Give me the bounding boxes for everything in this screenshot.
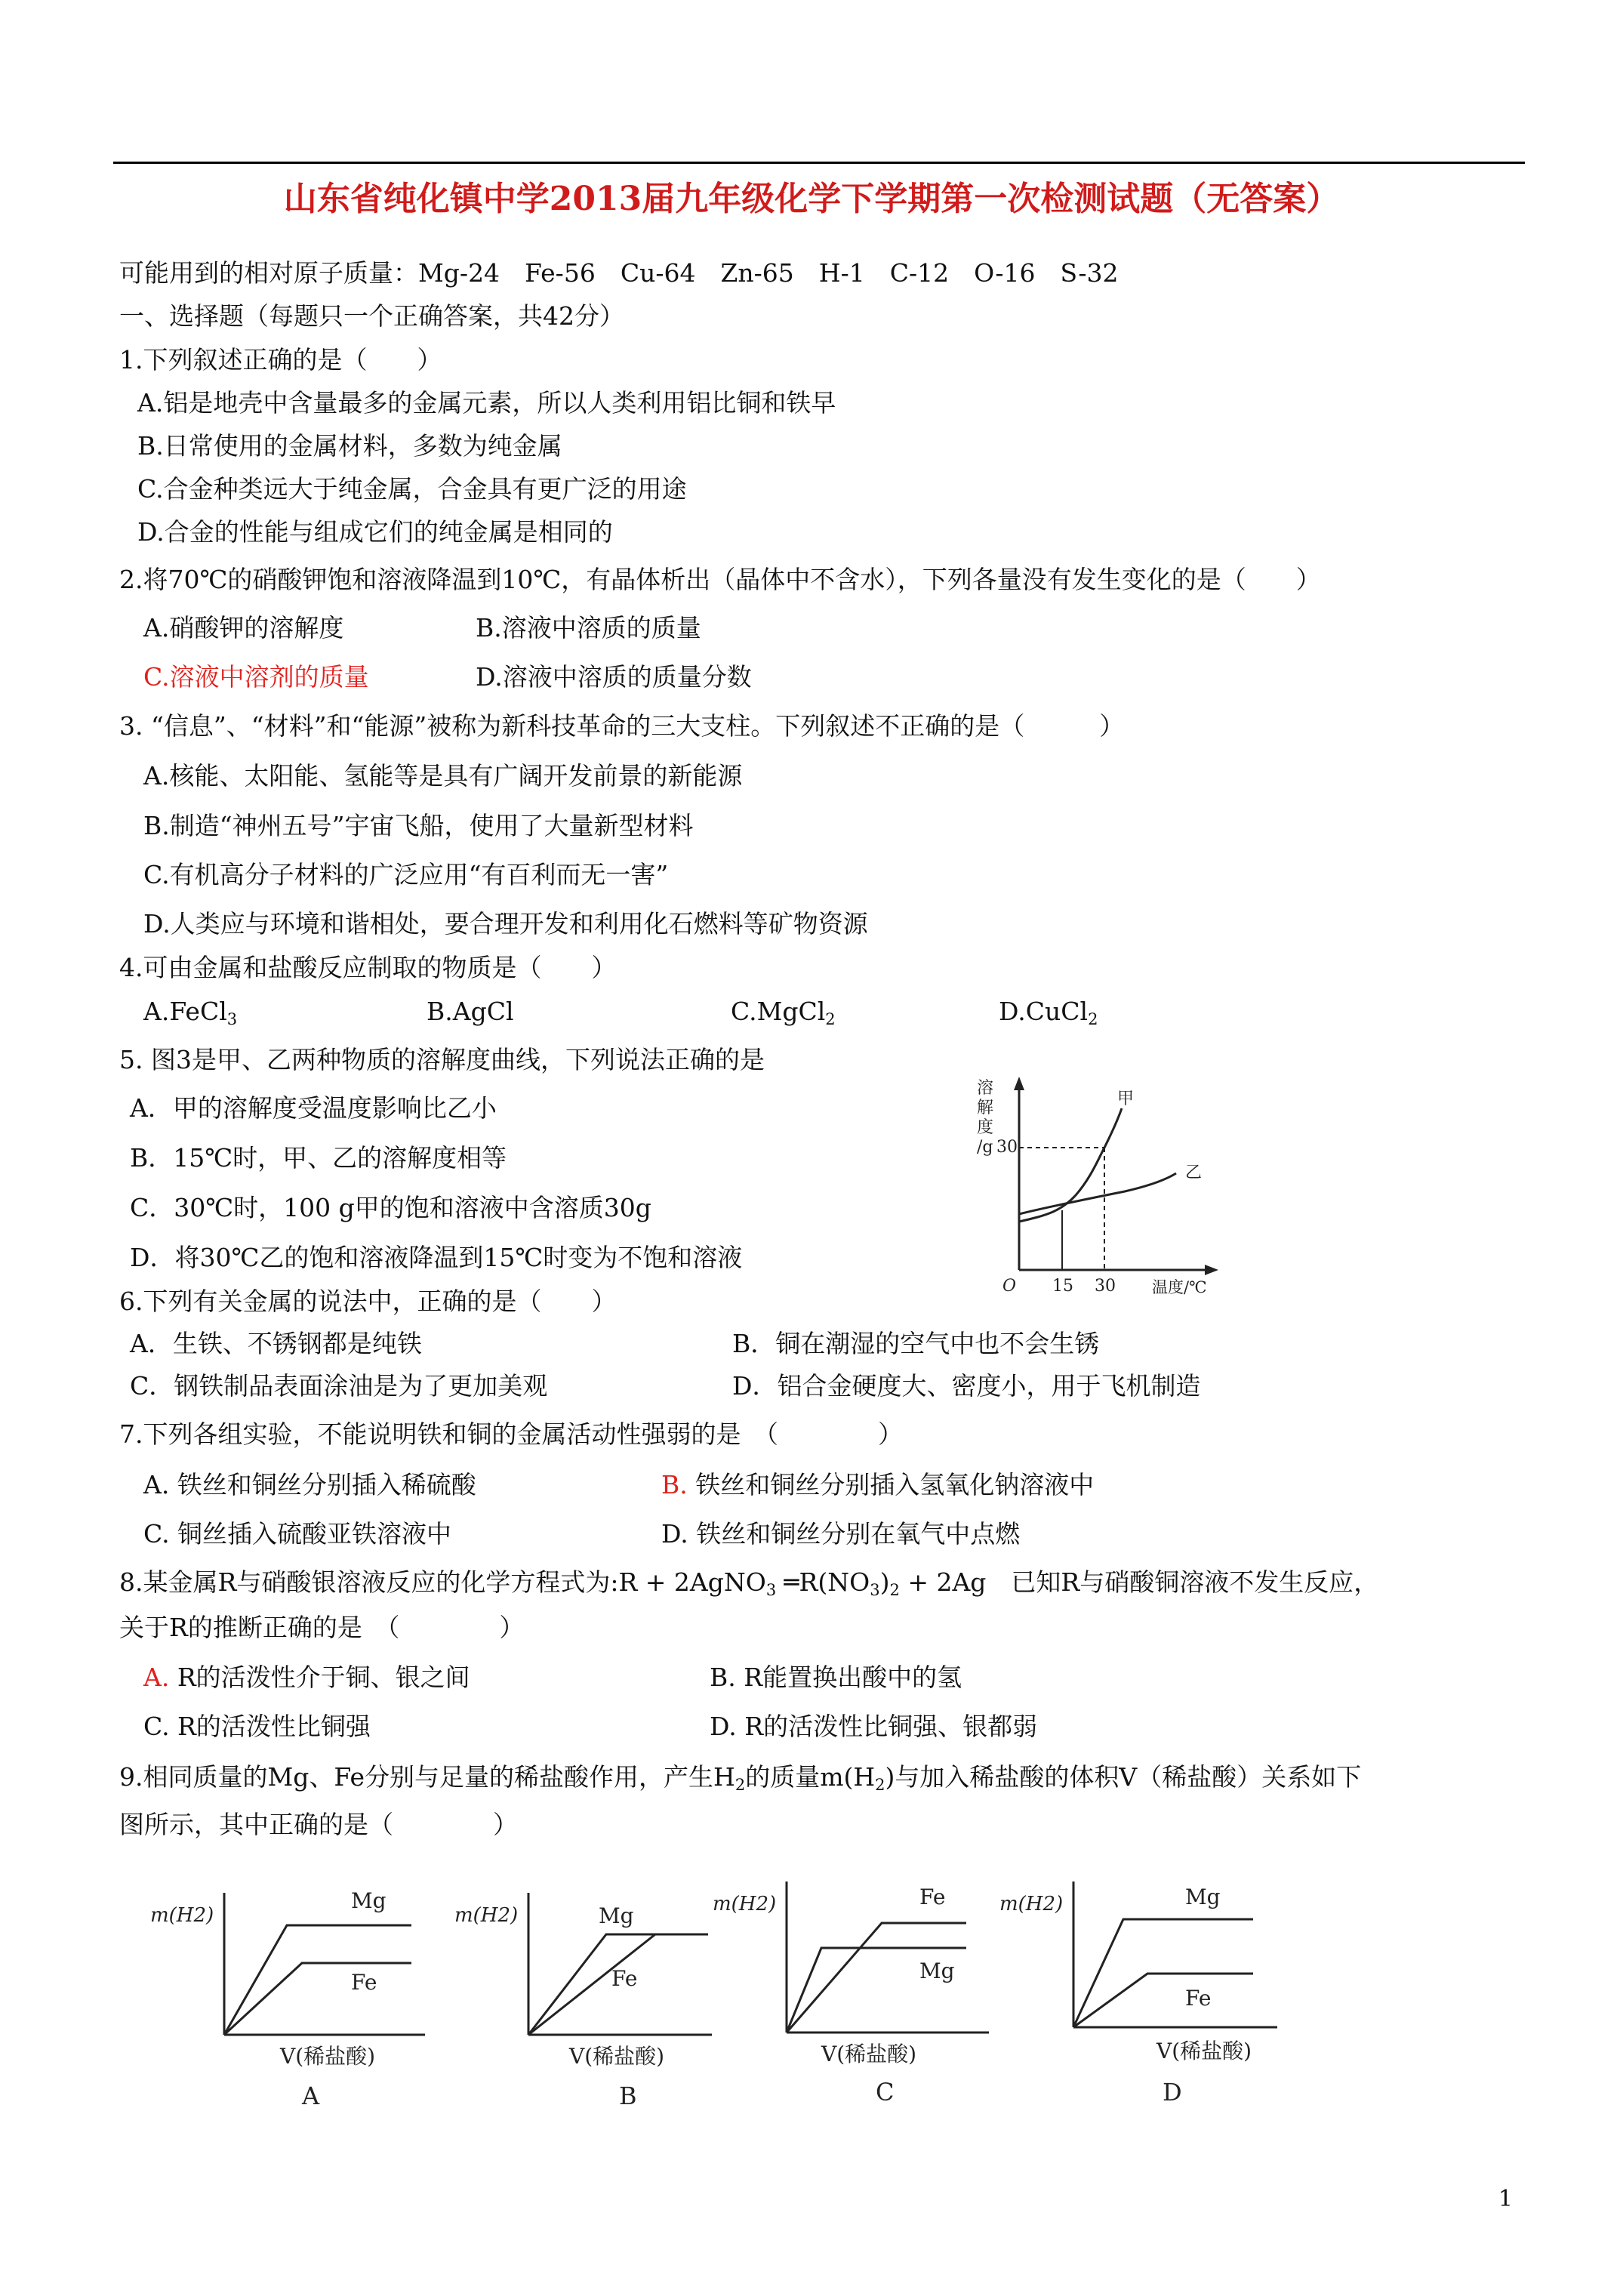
q1-stem: 1.下列叙述正确的是（ ） — [119, 345, 442, 374]
q5-option-c: C．30℃时，100 g甲的饱和溶液中含溶质30g — [130, 1193, 651, 1222]
graph-ylabel-unit: /g — [977, 1138, 993, 1157]
graph-a-top-label: Mg — [351, 1888, 387, 1913]
q8-option-c: C. R的活泼性比铜强 — [143, 1712, 371, 1741]
q3-option-b: B.制造“神州五号”宇宙飞船，使用了大量新型材料 — [143, 811, 694, 840]
q9-graph-d — [996, 1865, 1298, 2114]
q9-stem-line2: 图所示，其中正确的是（ ） — [119, 1810, 518, 1839]
graph-ylabel-1: 溶 — [977, 1079, 994, 1098]
header-rule — [113, 162, 1525, 164]
graph-c-xlabel: V(稀盐酸) — [821, 2042, 917, 2066]
q1-option-c: C.合金种类远大于纯金属，合金具有更广泛的用途 — [137, 474, 687, 504]
page-number: 1 — [1498, 2186, 1513, 2212]
q4-stem: 4.可由金属和盐酸反应制取的物质是（ ） — [119, 953, 617, 982]
graph-origin: O — [1002, 1277, 1017, 1295]
graph-a-ylabel: m(H2) — [150, 1904, 214, 1927]
q4-option-a: A.FeCl$_3$ — [143, 997, 238, 1028]
q6-option-d: D．铝合金硬度大、密度小，用于飞机制造 — [732, 1371, 1201, 1401]
q2-option-b: B.溶液中溶质的质量 — [476, 613, 701, 643]
graph-d-letter: D — [1163, 2078, 1182, 2106]
solubility-graph — [974, 1072, 1261, 1295]
graph-label-yi: 乙 — [1185, 1163, 1203, 1182]
q1-option-a: A.铝是地壳中含量最多的金属元素，所以人类利用铝比铜和铁早 — [137, 388, 836, 418]
q9-graph-c — [710, 1865, 996, 2114]
graph-xlabel: 温度/℃ — [1152, 1278, 1207, 1295]
q3-option-a: A.核能、太阳能、氢能等是具有广阔开发前景的新能源 — [143, 761, 743, 791]
graph-d-ylabel: m(H2) — [999, 1893, 1064, 1915]
q5-option-a: A．甲的溶解度受温度影响比乙小 — [130, 1093, 497, 1123]
q7-option-c: C. 铜丝插入硫酸亚铁溶液中 — [143, 1519, 452, 1549]
graph-a-xlabel: V(稀盐酸) — [280, 2044, 376, 2069]
graph-b-bottom-label: Fe — [611, 1966, 638, 1991]
q8-stem: 8.某金属R与硝酸银溶液反应的化学方程式为:R + 2AgNO$_3$ $═R(NO_3)_2 + 2Ag$ 已知R与硝酸铜溶液不发生反应， — [119, 1567, 1379, 1599]
q5-option-d: D．将30℃乙的饱和溶液降温到15℃时变为不饱和溶液 — [130, 1243, 743, 1272]
graph-x-tick-30: 30 — [1095, 1277, 1116, 1295]
graph-c-top-label: Fe — [919, 1885, 946, 1909]
q2-option-a: A.硝酸钾的溶解度 — [143, 613, 344, 643]
q7-option-b: B. 铁丝和铜丝分别插入氢氧化钠溶液中 — [661, 1470, 1095, 1499]
section-heading: 一、选择题（每题只一个正确答案，共42分） — [119, 301, 624, 331]
graph-b-ylabel: m(H2) — [454, 1904, 519, 1927]
q1-option-b: B.日常使用的金属材料，多数为纯金属 — [137, 431, 562, 461]
graph-a-letter: A — [302, 2082, 320, 2110]
q3-option-d: D.人类应与环境和谐相处，要合理开发和利用化石燃料等矿物资源 — [143, 909, 868, 938]
q5-option-b: B．15℃时，甲、乙的溶解度相等 — [130, 1143, 507, 1173]
graph-c-letter: C — [876, 2078, 895, 2106]
q7-option-d: D. 铁丝和铜丝分别在氧气中点燃 — [661, 1519, 1021, 1549]
graph-label-jia: 甲 — [1117, 1089, 1135, 1108]
graph-ylabel-2: 解 — [977, 1099, 994, 1117]
q6-option-a: A．生铁、不锈钢都是纯铁 — [130, 1329, 422, 1358]
q3-stem: 3. “信息”、“材料”和“能源”被称为新科技革命的三大支柱。下列叙述不正确的是（ ） — [119, 711, 1125, 741]
graph-y-tick-30: 30 — [996, 1138, 1018, 1157]
graph-d-top-label: Mg — [1185, 1885, 1221, 1909]
q4-option-c: C.MgCl$_2$ — [731, 997, 836, 1028]
q6-option-c: C．钢铁制品表面涂油是为了更加美观 — [130, 1371, 548, 1401]
graph-b-letter: B — [619, 2082, 637, 2110]
graph-c-ylabel: m(H2) — [713, 1893, 777, 1915]
q8-stem-line2: 关于R的推断正确的是 （ ） — [119, 1613, 525, 1642]
graph-b-xlabel: V(稀盐酸) — [569, 2044, 665, 2069]
q2-option-d: D.溶液中溶质的质量分数 — [476, 662, 752, 692]
q3-option-c: C.有机高分子材料的广泛应用“有百利而无一害” — [143, 860, 669, 889]
q5-stem: 5. 图3是甲、乙两种物质的溶解度曲线，下列说法正确的是 — [119, 1045, 765, 1074]
q9-graph-a — [147, 1876, 434, 2118]
q7-stem: 7.下列各组实验，不能说明铁和铜的金属活动性强弱的是 （ ） — [119, 1419, 903, 1449]
graph-c-bottom-label: Mg — [919, 1959, 955, 1983]
q9-graph-b — [451, 1876, 723, 2118]
q4-option-b: B.AgCl — [427, 997, 514, 1026]
page-title: 山东省纯化镇中学2013届九年级化学下学期第一次检测试题（无答案） — [283, 180, 1340, 218]
graph-x-tick-15: 15 — [1052, 1277, 1073, 1295]
q7-option-a: A. 铁丝和铜丝分别插入稀硫酸 — [143, 1470, 476, 1499]
q4-option-d: D.CuCl$_2$ — [999, 997, 1098, 1028]
q8-option-d: D. R的活泼性比铜强、银都弱 — [710, 1712, 1038, 1741]
graph-d-bottom-label: Fe — [1185, 1986, 1212, 2011]
q8-marked-letter: A. — [143, 1663, 170, 1692]
graph-ylabel-3: 度 — [977, 1118, 994, 1137]
q7-marked-letter: B. — [661, 1470, 688, 1499]
q8-option-b: B. R能置换出酸中的氢 — [710, 1663, 962, 1692]
q8-option-a: A. R的活泼性介于铜、银之间 — [143, 1663, 470, 1692]
q6-option-b: B．铜在潮湿的空气中也不会生锈 — [732, 1329, 1100, 1358]
q9-stem: 9.相同质量的Mg、Fe分别与足量的稀盐酸作用，产生$H_2$的质量$m(H_2)$与加入稀盐酸的体积V（稀盐酸）关系如下 — [119, 1762, 1362, 1794]
atomic-masses: 可能用到的相对原子质量：Mg-24 Fe-56 Cu-64 Zn-65 H-1 C-12 O-16 S-32 — [119, 258, 1119, 288]
q1-option-d: D.合金的性能与组成它们的纯金属是相同的 — [137, 517, 613, 547]
q6-stem: 6.下列有关金属的说法中，正确的是（ ） — [119, 1287, 617, 1316]
graph-b-top-label: Mg — [599, 1903, 634, 1928]
q2-stem: 2.将70℃的硝酸钾饱和溶液降温到10℃，有晶体析出（晶体中不含水），下列各量没有发生变化的是（ ） — [119, 565, 1321, 594]
graph-d-xlabel: V(稀盐酸) — [1156, 2039, 1252, 2063]
q2-option-c-marked: C.溶液中溶剂的质量 — [143, 662, 369, 692]
graph-a-bottom-label: Fe — [351, 1970, 377, 1995]
